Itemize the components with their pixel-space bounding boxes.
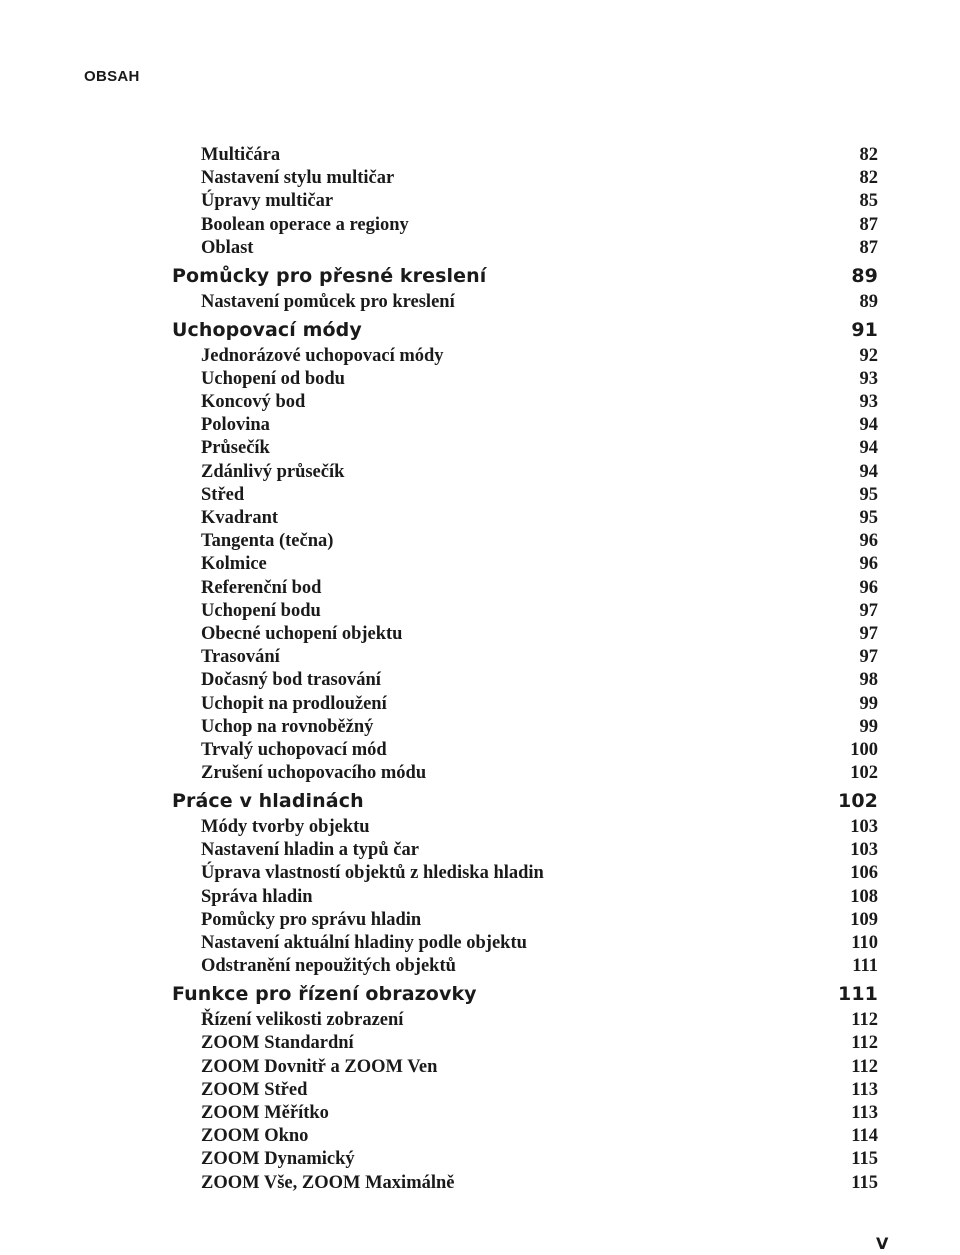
toc-entry-title: Uchopení bodu (201, 600, 321, 621)
page-number: V (876, 1234, 889, 1253)
toc-section-title: Práce v hladinách (172, 790, 364, 813)
toc-page-number: 111 (852, 956, 878, 977)
toc-entry-title: Polovina (201, 415, 270, 436)
toc-page-number: 99 (859, 716, 878, 737)
toc-entry-title: Boolean operace a regiony (201, 214, 409, 235)
toc-page-number: 99 (859, 693, 878, 714)
toc-page-number: 100 (850, 739, 878, 760)
toc-entry-row (0, 692, 960, 715)
toc-page-number: 94 (859, 438, 878, 459)
toc-entry-title: ZOOM Vše, ZOOM Maximálně (201, 1172, 455, 1193)
toc-entry-row (0, 483, 960, 506)
toc-entry-row (0, 1101, 960, 1124)
toc-entry-title: Průsečík (201, 438, 270, 459)
toc-entry-row (0, 622, 960, 645)
toc-page-number: 115 (851, 1172, 878, 1193)
toc-page-number: 106 (850, 863, 878, 884)
toc-entry-title: Správa hladin (201, 886, 313, 907)
toc-page-number: 93 (859, 392, 878, 413)
toc-section-row (0, 313, 960, 344)
toc-page-number: 87 (859, 214, 878, 235)
toc-page-number: 103 (850, 817, 878, 838)
toc-entry-title: ZOOM Dovnitř a ZOOM Ven (201, 1056, 438, 1077)
toc-entry-row (0, 599, 960, 622)
toc-entry-row (0, 290, 960, 313)
toc-entry-title: Dočasný bod trasování (201, 670, 381, 691)
toc-entry-row (0, 506, 960, 529)
toc-page-number: 94 (859, 461, 878, 482)
toc-entry-title: ZOOM Střed (201, 1079, 308, 1100)
toc-entry-title: Obecné uchopení objektu (201, 623, 403, 644)
toc-entry-row (0, 413, 960, 436)
running-head: OBSAH (84, 68, 140, 85)
toc-entry-row (0, 761, 960, 784)
toc-entry-row (0, 668, 960, 691)
toc-entry-row (0, 143, 960, 166)
toc-entry-title: Nastavení stylu multičar (201, 168, 395, 189)
toc-entry-title: Odstranění nepoužitých objektů (201, 956, 456, 977)
toc-page-number: 89 (851, 264, 878, 287)
toc-entry-row (0, 1171, 960, 1194)
toc-entry-title: ZOOM Standardní (201, 1033, 354, 1054)
toc-entry-title: Uchop na rovnoběžný (201, 716, 374, 737)
toc-section-row (0, 259, 960, 290)
toc-page-number: 93 (859, 368, 878, 389)
toc-entry-row (0, 1031, 960, 1054)
toc-entry-row (0, 236, 960, 259)
toc-page-number: 91 (851, 318, 878, 341)
toc-entry-title: Trvalý uchopovací mód (201, 739, 387, 760)
toc-entry-row (0, 885, 960, 908)
toc-entry-row (0, 529, 960, 552)
toc-entry-title: Uchopení od bodu (201, 368, 345, 389)
toc-page-number: 113 (851, 1102, 878, 1123)
toc-entry-row (0, 166, 960, 189)
toc-entry-title: Pomůcky pro správu hladin (201, 909, 422, 930)
toc-page-number: 95 (859, 508, 878, 529)
toc-page-number: 102 (838, 790, 878, 813)
toc-page-number: 95 (859, 484, 878, 505)
toc-page-number: 112 (851, 1033, 878, 1054)
toc-entry-row (0, 1147, 960, 1170)
toc-entry-row (0, 931, 960, 954)
toc-page-number: 114 (851, 1126, 878, 1147)
toc-entry-row (0, 738, 960, 761)
toc-entry-row (0, 576, 960, 599)
toc-entry-title: Koncový bod (201, 392, 306, 413)
toc-page-number: 96 (859, 531, 878, 552)
toc-page-number: 113 (851, 1079, 878, 1100)
toc-entry-row (0, 715, 960, 738)
toc-page-number: 102 (850, 763, 878, 784)
toc-entry-row (0, 460, 960, 483)
toc-entry-row (0, 838, 960, 861)
toc-entry-row (0, 1008, 960, 1031)
toc-page-number: 97 (859, 647, 878, 668)
toc-page-number: 112 (851, 1056, 878, 1077)
toc-entry-row (0, 645, 960, 668)
toc-entry-title: Kolmice (201, 554, 267, 575)
toc-entry-title: Řízení velikosti zobrazení (201, 1010, 404, 1031)
toc-entry-title: Střed (201, 484, 245, 505)
toc-page-number: 115 (851, 1149, 878, 1170)
toc-entry-title: Nastavení aktuální hladiny podle objektu (201, 933, 527, 954)
toc-page-number: 103 (850, 840, 878, 861)
toc-entry-title: Zdánlivý průsečík (201, 461, 345, 482)
table-of-contents (0, 143, 960, 1194)
toc-entry-title: ZOOM Okno (201, 1126, 309, 1147)
toc-entry-title: Tangenta (tečna) (201, 531, 334, 552)
toc-page-number: 82 (859, 145, 878, 165)
toc-page-number: 92 (859, 345, 878, 366)
toc-page-number: 109 (850, 909, 878, 930)
toc-entry-row (0, 390, 960, 413)
toc-entry-row (0, 552, 960, 575)
toc-page-number: 89 (859, 291, 878, 312)
toc-entry-row (0, 1055, 960, 1078)
toc-entry-title: Kvadrant (201, 508, 279, 529)
toc-entry-row (0, 1078, 960, 1101)
toc-page-number: 82 (859, 168, 878, 189)
toc-section-title: Funkce pro řízení obrazovky (172, 983, 477, 1006)
toc-entry-title: Nastavení pomůcek pro kreslení (201, 291, 455, 312)
toc-entry-row (0, 436, 960, 459)
toc-page-number: 96 (859, 554, 878, 575)
toc-entry-title: ZOOM Měřítko (201, 1102, 329, 1123)
toc-section-row (0, 784, 960, 815)
toc-entry-title: Jednorázové uchopovací módy (201, 345, 444, 366)
toc-page-number: 87 (859, 237, 878, 258)
toc-entry-title: Úprava vlastností objektů z hlediska hladin (201, 863, 544, 884)
toc-entry-row (0, 344, 960, 367)
toc-section-title: Uchopovací módy (172, 318, 362, 341)
toc-entry-title: Multičára (201, 145, 281, 165)
toc-entry-row (0, 861, 960, 884)
toc-page-number: 97 (859, 623, 878, 644)
toc-entry-row (0, 908, 960, 931)
toc-entry-title: Módy tvorby objektu (201, 817, 370, 838)
toc-entry-title: Referenční bod (201, 577, 322, 598)
toc-entry-title: Trasování (201, 647, 280, 668)
toc-page-number: 112 (851, 1010, 878, 1031)
toc-entry-title: Zrušení uchopovacího módu (201, 763, 427, 784)
toc-page-number: 108 (850, 886, 878, 907)
toc-entry-row (0, 815, 960, 838)
toc-entry-row (0, 1124, 960, 1147)
toc-entry-row (0, 189, 960, 212)
toc-page-number: 111 (838, 983, 878, 1006)
toc-entry-title: Nastavení hladin a typů čar (201, 840, 419, 861)
toc-entry-row (0, 213, 960, 236)
toc-entry-title: ZOOM Dynamický (201, 1149, 355, 1170)
toc-page-number: 96 (859, 577, 878, 598)
toc-page-number: 94 (859, 415, 878, 436)
toc-entry-title: Úpravy multičar (201, 191, 334, 212)
toc-entry-row (0, 367, 960, 390)
toc-page-number: 97 (859, 600, 878, 621)
toc-section-title: Pomůcky pro přesné kreslení (172, 264, 487, 287)
toc-entry-title: Oblast (201, 237, 254, 258)
toc-page-number: 110 (851, 933, 878, 954)
toc-section-row (0, 977, 960, 1008)
toc-page-number: 98 (859, 670, 878, 691)
toc-entry-row (0, 954, 960, 977)
toc-page-number: 85 (859, 191, 878, 212)
toc-entry-title: Uchopit na prodloužení (201, 693, 387, 714)
